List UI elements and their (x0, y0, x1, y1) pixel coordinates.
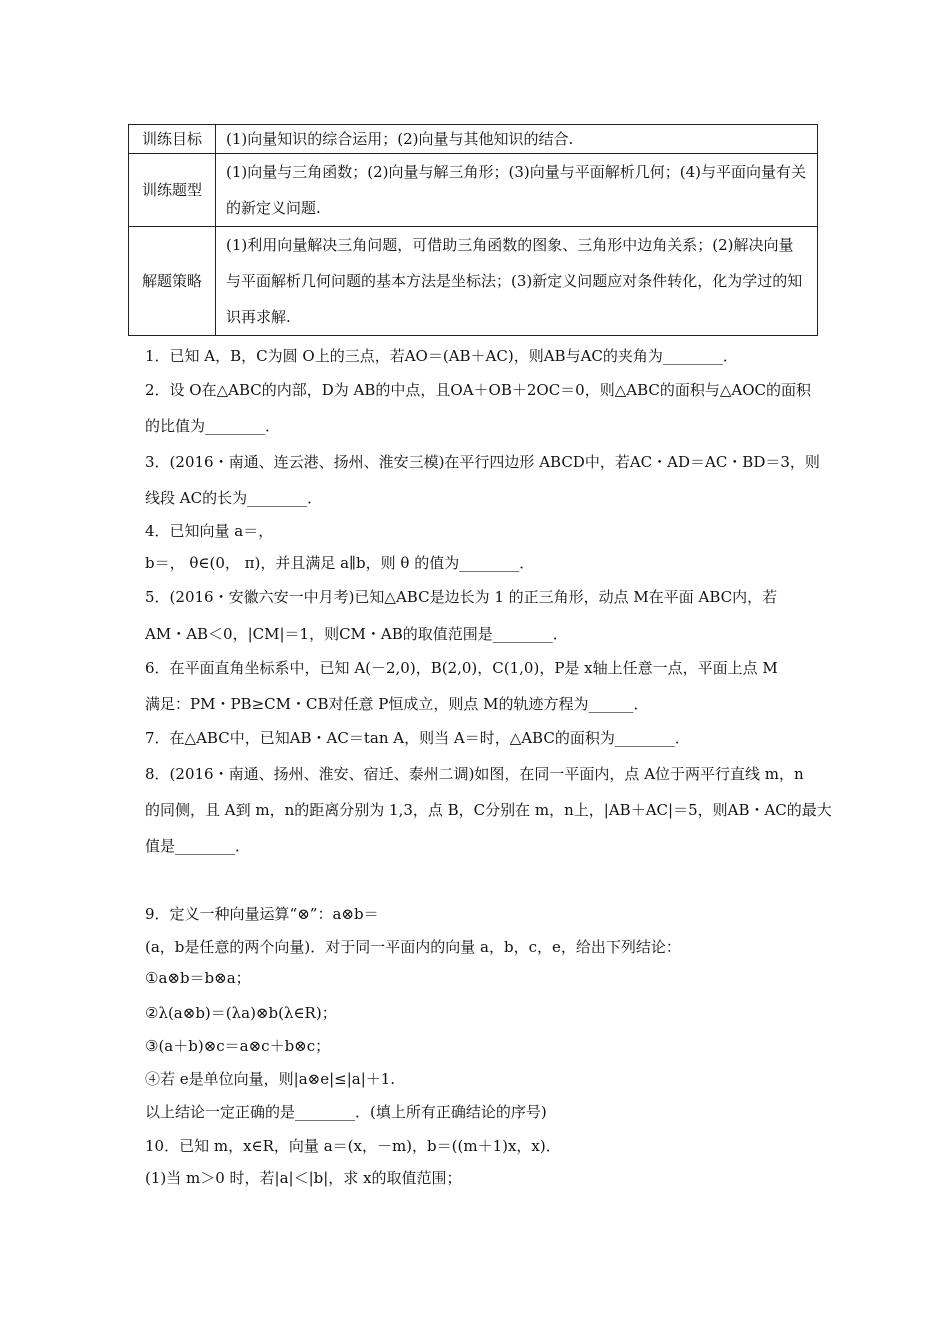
table-row (129, 125, 818, 154)
row-head: 训练目标 (129, 125, 216, 154)
problem-line: 4．已知向量 a＝， (145, 522, 274, 540)
problem-line: (a，b是任意的两个向量)．对于同一平面内的向量 a，b，c，e，给出下列结论： (145, 938, 681, 956)
problem-line: 的同侧，且 A到 m，n的距离分别为 1,3，点 B，C分别在 m，n上，|AB＋AC|＝5，则AB・AC的最大 (145, 801, 832, 819)
problem-line: 2．设 O在△ABC的内部，D为 AB的中点，且OA＋OB＋2OC＝0，则△ABC的面积与△AOC的面积 (145, 381, 812, 399)
problem-line: 7．在△ABC中，已知AB・AC＝tan A，则当 A＝时，△ABC的面积为________． (145, 729, 690, 747)
table-row (129, 154, 818, 227)
problem-line: 值是________． (145, 837, 251, 855)
problem-line: ①a⊗b＝b⊗a； (145, 969, 251, 987)
row-head: 训练题型 (129, 154, 216, 227)
row-head: 解题策略 (129, 227, 216, 336)
row-body: (1)向量知识的综合运用；(2)向量与其他知识的结合. (216, 125, 818, 154)
problem-line: 以上结论一定正确的是________．(填上所有正确结论的序号) (145, 1103, 547, 1121)
problem-line: AM・AB＜0，|CM|＝1，则CM・AB的取值范围是________． (145, 625, 568, 643)
table-row (129, 227, 818, 336)
problem-line: (1)当 m＞0 时，若|a|＜|b|，求 x的取值范围； (145, 1169, 462, 1187)
problem-line: 的比值为________． (145, 417, 281, 435)
problem-line: 8．(2016・南通、扬州、淮安、宿迁、泰州二调)如图，在同一平面内，点 A位于两平行直线 m，n (145, 765, 804, 783)
problem-line: 3．(2016・南通、连云港、扬州、淮安三模)在平行四边形 ABCD中，若AC・AD＝AC・BD＝3，则 (145, 453, 820, 471)
problem-line: 5．(2016・安徽六安一中月考)已知△ABC是边长为 1 的正三角形，动点 M在平面 ABC内，若 (145, 588, 778, 606)
training-info-table (128, 124, 818, 336)
problem-line: ③(a＋b)⊗c＝a⊗c＋b⊗c； (145, 1037, 331, 1055)
row-body: (1)利用向量解决三角问题，可借助三角函数的图象、三角形中边角关系；(2)解决向量与平面解析几何问题的基本方法是坐标法；(3)新定义问题应对条件转化，化为学过的知识再求解. (216, 227, 818, 336)
problem-line: 1．已知 A，B，C为圆 O上的三点，若AO＝(AB＋AC)，则AB与AC的夹角为________． (145, 347, 738, 365)
problem-line: b＝， θ∈(0， π)，并且满足 a∥b，则 θ 的值为________． (145, 554, 535, 572)
problem-line: 满足：PM・PB≥CM・CB对任意 P恒成立，则点 M的轨迹方程为______． (145, 695, 649, 713)
problem-line: ②λ(a⊗b)＝(λa)⊗b(λ∈R)； (145, 1004, 337, 1022)
problem-line: ④若 e是单位向量，则|a⊗e|≤|a|＋1. (145, 1070, 396, 1088)
problem-line: 9．定义一种向量运算“⊗”：a⊗b＝ (145, 905, 379, 923)
row-body: (1)向量与三角函数；(2)向量与解三角形；(3)向量与平面解析几何；(4)与平面向量有关的新定义问题. (216, 154, 818, 227)
problem-line: 线段 AC的长为________． (145, 489, 323, 507)
problem-line: 6．在平面直角坐标系中，已知 A(－2,0)，B(2,0)，C(1,0)，P是 x轴上任意一点，平面上点 M (145, 659, 778, 677)
problem-line: 10．已知 m，x∈R，向量 a＝(x，－m)，b＝((m＋1)x，x)． (145, 1137, 561, 1155)
